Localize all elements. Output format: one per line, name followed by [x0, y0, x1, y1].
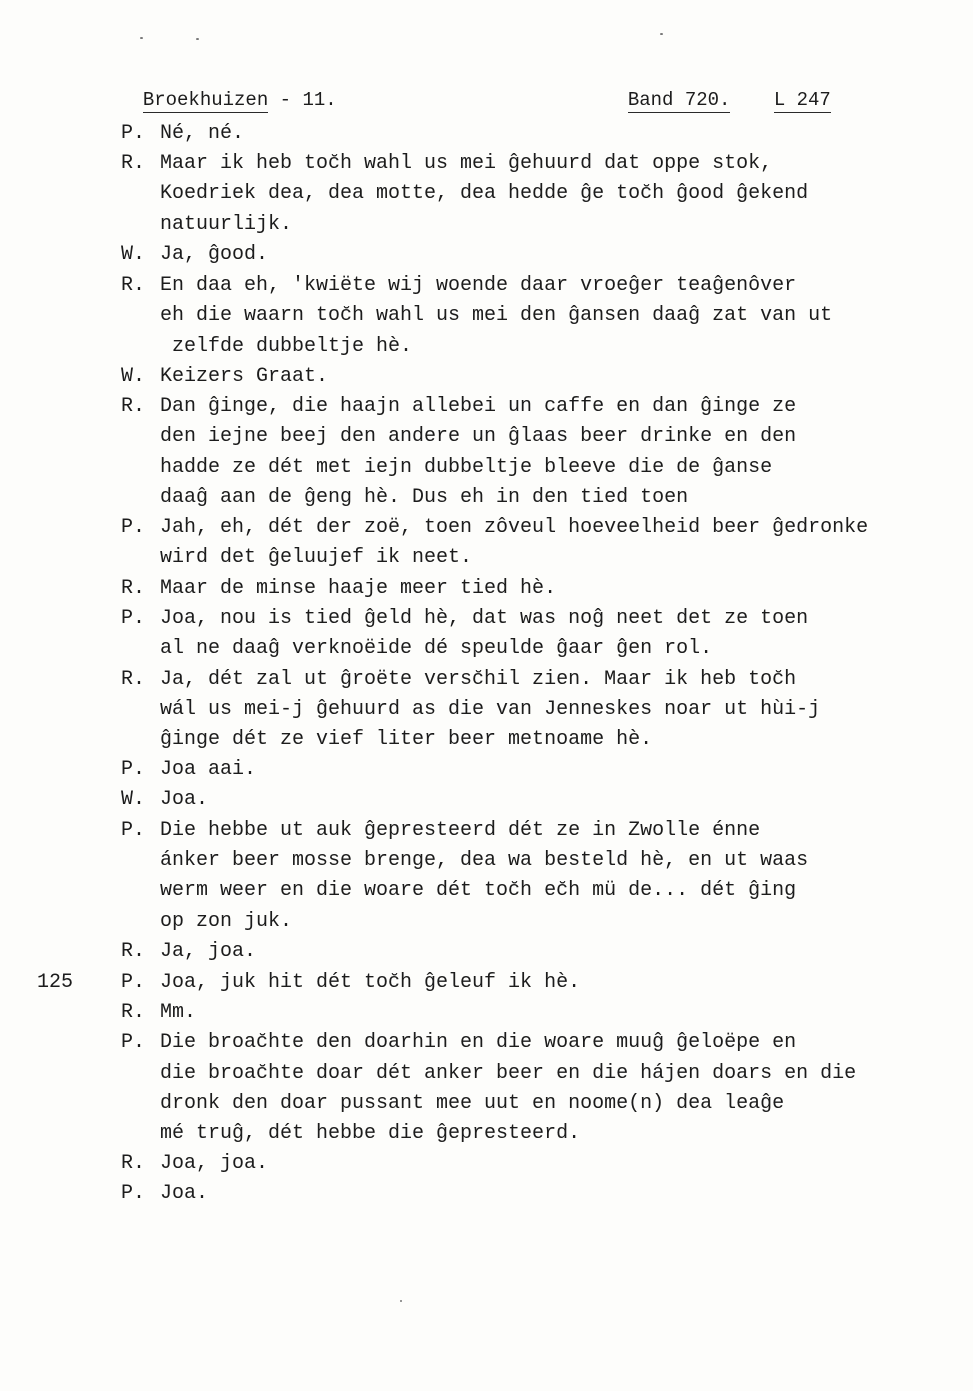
transcript-line	[0, 725, 973, 755]
transcript-line	[0, 1149, 973, 1179]
utterance-text: Joa, joa.	[160, 1152, 269, 1175]
speaker-label: R.	[121, 1001, 146, 1024]
utterance-text: natuurlijk.	[160, 213, 293, 236]
transcript-line	[0, 513, 973, 543]
transcript-line	[0, 1059, 973, 1089]
utterance-text: Ja, joa.	[160, 940, 257, 963]
transcript-line	[0, 271, 973, 301]
speaker-label: P.	[121, 819, 146, 842]
transcript-line	[0, 422, 973, 452]
ink-speck	[660, 33, 663, 35]
speaker-label: W.	[121, 243, 146, 266]
ink-speck	[140, 37, 143, 39]
speaker-label: P.	[121, 758, 146, 781]
transcript-line	[0, 392, 973, 422]
transcript-line	[0, 574, 973, 604]
utterance-text: Keizers Graat.	[160, 365, 329, 388]
utterance-text: Joa.	[160, 1182, 209, 1205]
transcript-line	[0, 785, 973, 815]
tape-label: L 247	[773, 89, 831, 111]
speaker-label: R.	[121, 940, 146, 963]
transcript-line	[0, 1089, 973, 1119]
utterance-text: hadde ze dét met iejn dubbeltje bleeve die de ĝanse	[160, 456, 773, 479]
speaker-label: R.	[121, 577, 146, 600]
page-number: - 11.	[268, 89, 337, 111]
utterance-text: Die broac̆hte den doarhin en die woare muuĝ ĝeloëpe en	[160, 1031, 797, 1054]
document-header-left	[120, 55, 337, 111]
transcript-line	[0, 695, 973, 725]
utterance-text: Maar ik heb toc̆h wahl us mei ĝehuurd dat oppe stok,	[160, 152, 773, 175]
utterance-text: Mm.	[160, 1001, 197, 1024]
utterance-text: Maar de minse haaje meer tied hè.	[160, 577, 557, 600]
transcript-line	[0, 119, 973, 149]
transcript-line	[0, 998, 973, 1028]
transcript-line	[0, 816, 973, 846]
utterance-text: wird det ĝeluujef ik neet.	[160, 546, 473, 569]
place-name: Broekhuizen	[142, 89, 269, 111]
utterance-text: Joa, nou is tied ĝeld hè, dat was noĝ neet det ze toen	[160, 607, 809, 630]
transcript-line	[0, 149, 973, 179]
band-label: Band 720.	[627, 89, 731, 111]
utterance-text: zelfde dubbeltje hè.	[172, 335, 413, 358]
transcript-line	[0, 543, 973, 573]
transcript-line	[0, 968, 973, 998]
utterance-text: Né, né.	[160, 122, 245, 145]
utterance-text: eh die waarn toc̆h wahl us mei den ĝansen daaĝ zat van ut	[160, 304, 833, 327]
transcript-line	[0, 604, 973, 634]
band-number	[605, 55, 731, 111]
utterance-text: die broac̆hte doar dét anker beer en die hájen doars en die	[160, 1062, 857, 1085]
transcript-line	[0, 1119, 973, 1149]
transcript-line	[0, 665, 973, 695]
utterance-text: Joa aai.	[160, 758, 257, 781]
transcript-line	[0, 301, 973, 331]
speaker-label: R.	[121, 152, 146, 175]
transcript-line	[0, 846, 973, 876]
transcript-line	[0, 907, 973, 937]
utterance-text: mé truĝ, dét hebbe die ĝepresteerd.	[160, 1122, 581, 1145]
transcript-line	[0, 634, 973, 664]
utterance-text: wál us mei-j ĝehuurd as die van Jenneskes noar ut hùi-j	[160, 698, 821, 721]
transcript-line	[0, 332, 973, 362]
utterance-text: al ne daaĝ verknoëide dé speulde ĝaar ĝen rol.	[160, 637, 713, 660]
speaker-label: R.	[121, 274, 146, 297]
utterance-text: daaĝ aan de ĝeng hè. Dus eh in den tied toen	[160, 486, 689, 509]
utterance-text: Die hebbe ut auk ĝepresteerd dét ze in Zwolle énne	[160, 819, 761, 842]
speaker-label: R.	[121, 668, 146, 691]
transcript-line	[0, 483, 973, 513]
utterance-text: ĝinge dét ze vief liter beer metnoame hè.	[160, 728, 653, 751]
speaker-label: P.	[121, 607, 146, 630]
transcript-line	[0, 453, 973, 483]
utterance-text: Joa, juk hit dét toc̆h ĝeleuf ik hè.	[160, 971, 581, 994]
speaker-label: W.	[121, 788, 146, 811]
transcript-line	[0, 755, 973, 785]
utterance-text: op zon juk.	[160, 910, 293, 933]
transcript-line	[0, 240, 973, 270]
speaker-label: R.	[121, 395, 146, 418]
speaker-label: P.	[121, 1182, 146, 1205]
transcript-line	[0, 179, 973, 209]
speaker-label: R.	[121, 1152, 146, 1175]
speaker-label: W.	[121, 365, 146, 388]
utterance-text: Jah, eh, dét der zoë, toen zôveul hoeveelheid beer ĝedronke	[160, 516, 869, 539]
speaker-label: P.	[121, 122, 146, 145]
ink-speck	[196, 38, 199, 40]
transcript-line	[0, 937, 973, 967]
utterance-text: Ja, ĝood.	[160, 243, 269, 266]
utterance-text: Koedriek dea, dea motte, dea hedde ĝe toc̆h ĝood ĝekend	[160, 182, 809, 205]
utterance-text: werm weer en die woare dét toc̆h ec̆h mü de... dét ĝing	[160, 879, 797, 902]
transcript-line	[0, 876, 973, 906]
transcript-line	[0, 1028, 973, 1058]
transcript-line	[0, 210, 973, 240]
utterance-text: den iejne beej den andere un ĝlaas beer drinke en den	[160, 425, 797, 448]
tape-number	[751, 55, 831, 111]
utterance-text: Dan ĝinge, die haajn allebei un caffe en dan ĝinge ze	[160, 395, 797, 418]
line-number: 125	[37, 971, 74, 994]
speaker-label: P.	[121, 1031, 146, 1054]
utterance-text: En daa eh, 'kwiëte wij woende daar vroeĝer teaĝenôver	[160, 274, 797, 297]
utterance-text: Ja, dét zal ut ĝroëte versc̆hil zien. Maar ik heb toc̆h	[160, 668, 797, 691]
transcript-line	[0, 1179, 973, 1209]
utterance-text: dronk den doar pussant mee uut en noome(n) dea leaĝe	[160, 1092, 785, 1115]
ink-speck	[400, 1300, 402, 1302]
speaker-label: P.	[121, 971, 146, 994]
transcript-line	[0, 362, 973, 392]
utterance-text: Joa.	[160, 788, 209, 811]
speaker-label: P.	[121, 516, 146, 539]
utterance-text: ánker beer mosse brenge, dea wa besteld hè, en ut waas	[160, 849, 809, 872]
